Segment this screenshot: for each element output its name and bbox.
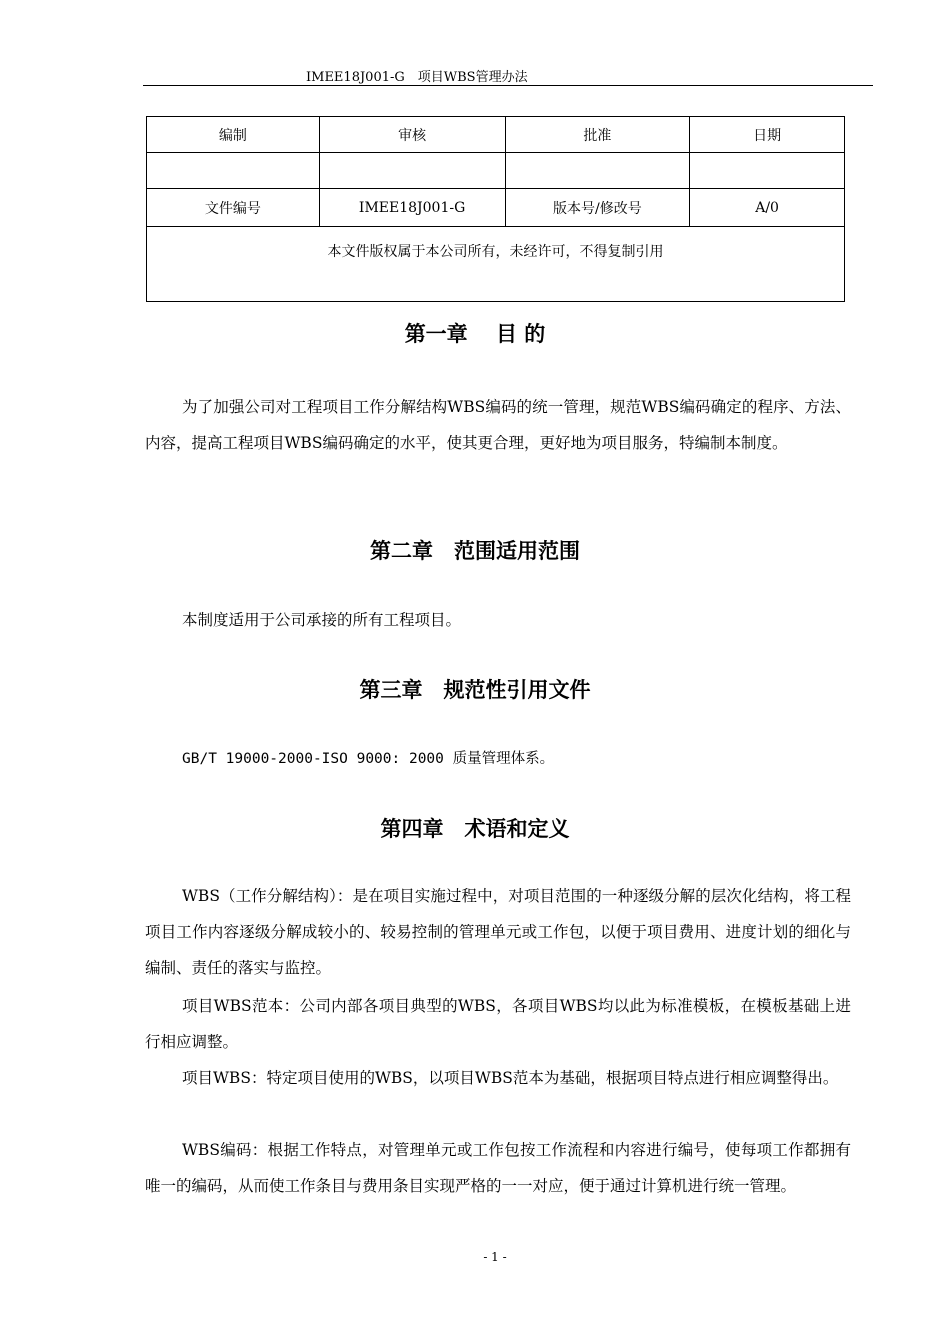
table-cell (319, 153, 505, 189)
table-cell: A/0 (690, 189, 845, 227)
chapter-3-paragraph: GB/T 19000-2000-ISO 9000: 2000 质量管理体系。 (182, 751, 555, 767)
table-cell: 版本号/修改号 (505, 189, 690, 227)
table-row (147, 153, 845, 189)
chapter-4-paragraph: 项目WBS范本：公司内部各项目典型的WBS，各项目WBS均以此为标准模板，在模板基础上进行相应调整。 (145, 997, 851, 1051)
page-number: - 1 - (483, 1250, 507, 1264)
chapter-4-title: 第四章 术语和定义 (380, 817, 570, 841)
chapter-3-title: 第三章 规范性引用文件 (359, 678, 591, 702)
header-title: IMEE18J001-G 项目WBS管理办法 (306, 70, 528, 85)
table-row (147, 189, 845, 227)
chapter-2-title: 第二章 范围适用范围 (370, 539, 580, 563)
table-cell: IMEE18J001-G (319, 189, 505, 227)
chapter-2-paragraph: 本制度适用于公司承接的所有工程项目。 (182, 611, 462, 629)
table-cell: 日期 (690, 117, 845, 153)
chapter-1-title: 第一章 目 的 (404, 322, 546, 346)
table-cell (147, 153, 320, 189)
copyright-notice: 本文件版权属于本公司所有，未经许可，不得复制引用 (147, 227, 845, 302)
table-cell: 文件编号 (147, 189, 320, 227)
chapter-4-paragraph: WBS编码：根据工作特点，对管理单元或工作包按工作流程和内容进行编号，使每项工作都拥有唯一的编码，从而使工作条目与费用条目实现严格的一一对应，便于通过计算机进行统一管理。 (145, 1141, 851, 1195)
table-cell: 批准 (505, 117, 690, 153)
table-cell: 审核 (319, 117, 505, 153)
chapter-1-paragraph: 为了加强公司对工程项目工作分解结构WBS编码的统一管理，规范WBS编码确定的程序、方法、内容，提高工程项目WBS编码确定的水平，使其更合理，更好地为项目服务，特编制本制度。 (145, 398, 851, 452)
document-info-table (146, 116, 845, 302)
table-cell (505, 153, 690, 189)
table-cell (690, 153, 845, 189)
table-row (147, 117, 845, 153)
table-row (147, 227, 845, 302)
chapter-4-paragraph: 项目WBS：特定项目使用的WBS，以项目WBS范本为基础，根据项目特点进行相应调整得出。 (182, 1069, 839, 1087)
chapter-4-paragraph: WBS（工作分解结构）：是在项目实施过程中，对项目范围的一种逐级分解的层次化结构，将工程项目工作内容逐级分解成较小的、较易控制的管理单元或工作包，以便于项目费用、进度计划的细化与编制、责任的落实与监控。 (145, 887, 851, 977)
page-header (143, 64, 873, 86)
table-cell: 编制 (147, 117, 320, 153)
